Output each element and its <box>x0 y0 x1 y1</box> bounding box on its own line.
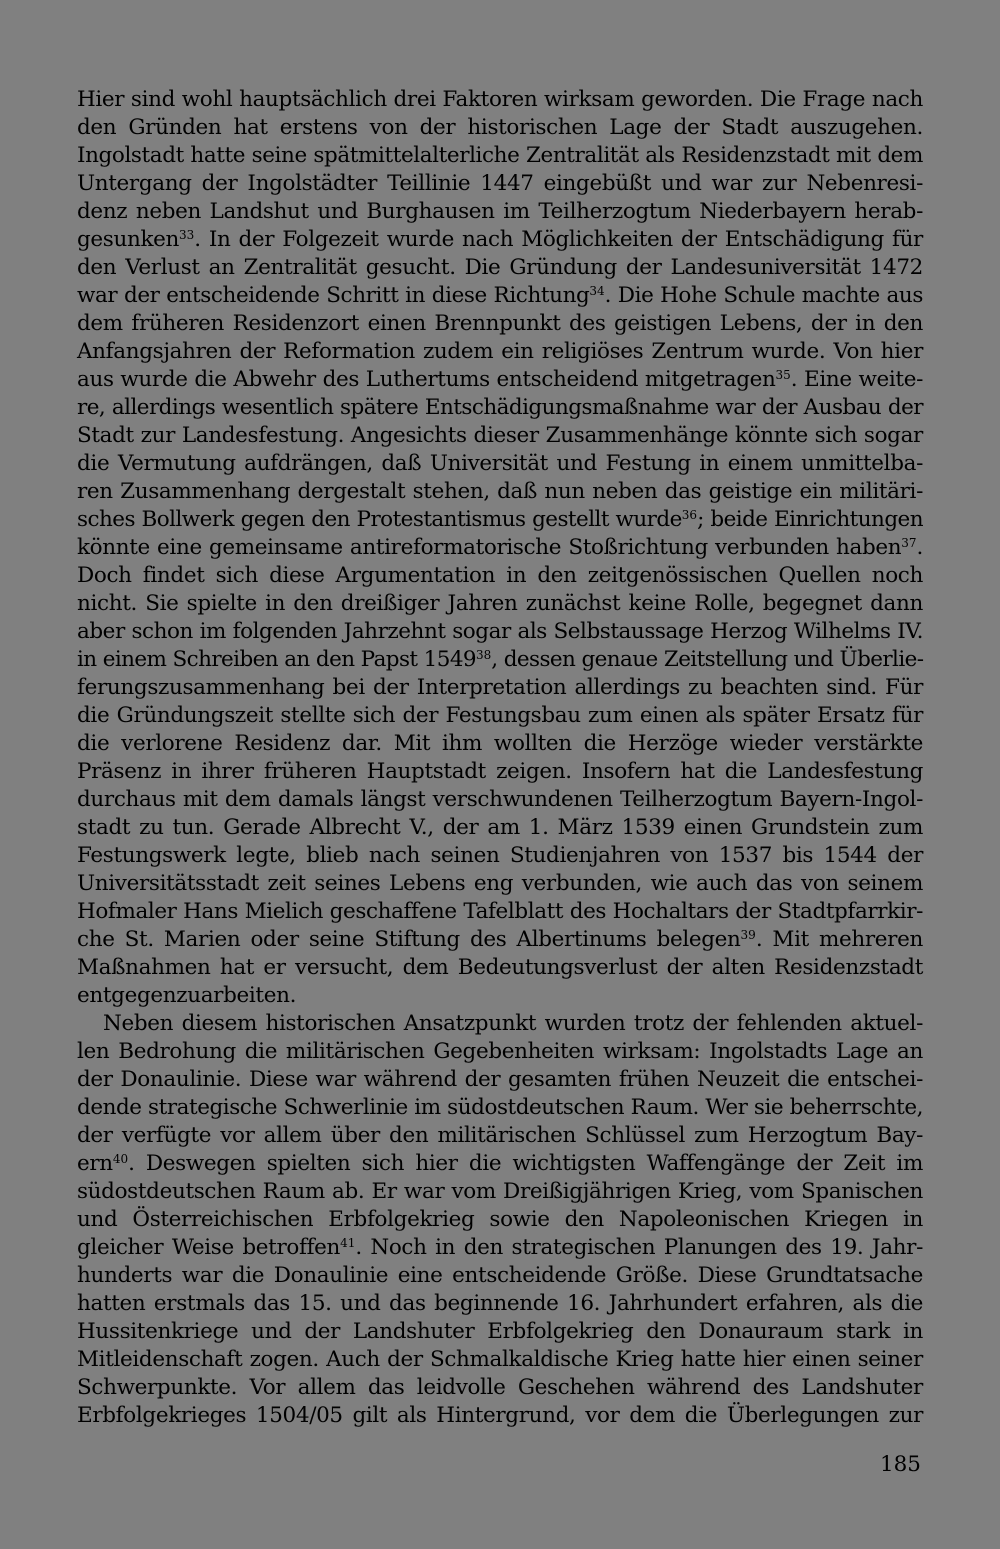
footnote-marker: 34 <box>589 284 605 298</box>
text-line-content: sches Bollwerk gegen den Protestantismus gestellt wurde <box>77 507 682 532</box>
text-line <box>77 1346 923 1374</box>
text-line-continuation: . Die Hohe Schule machte aus <box>604 283 923 308</box>
text-line <box>77 394 923 422</box>
text-line <box>77 142 923 170</box>
text-line <box>77 870 923 898</box>
text-line-content: in einem Schreiben an den Papst 1549 <box>77 647 476 672</box>
text-line-content: ern <box>77 1151 113 1176</box>
text-line-content: und Österreichischen Erbfolgekrieg sowie den Napoleonischen Kriegen in <box>77 1207 923 1232</box>
text-line-content: hatten erstmals das 15. und das beginnende 16. Jahrhundert erfahren, als die <box>77 1291 923 1316</box>
text-line <box>77 954 923 982</box>
text-line <box>77 450 923 478</box>
text-line <box>77 674 923 702</box>
text-line <box>77 534 923 562</box>
text-line <box>77 926 923 954</box>
text-line <box>77 1234 923 1262</box>
text-line-continuation: . Noch in den strategischen Planungen des 19. Jahr- <box>355 1235 924 1260</box>
text-line-content: gesunken <box>77 227 180 252</box>
text-line-content: len Bedrohung die militärischen Gegebenheiten wirksam: Ingolstadts Lage an <box>77 1039 923 1064</box>
text-line-content: der Donaulinie. Diese war während der gesamten frühen Neuzeit die entschei- <box>77 1067 923 1092</box>
text-line <box>77 338 923 366</box>
text-line <box>77 366 923 394</box>
text-line <box>77 226 923 254</box>
footnote-marker: 33 <box>179 228 195 242</box>
text-line-continuation: . Eine weite- <box>790 367 923 392</box>
text-line <box>77 310 923 338</box>
text-line-content: dende strategische Schwerlinie im südostdeutschen Raum. Wer sie beherrschte, <box>77 1095 923 1120</box>
text-line-content: Schwerpunkte. Vor allem das leidvolle Geschehen während des Landshuter <box>77 1375 923 1400</box>
text-line <box>77 1038 923 1066</box>
footnote-marker: 38 <box>475 648 492 662</box>
text-line <box>77 702 923 730</box>
text-line-content: aber schon im folgenden Jahrzehnt sogar als Selbstaussage Herzog Wilhelms IV. <box>77 619 923 644</box>
footnote-marker: 36 <box>681 508 698 522</box>
text-line-content: re, allerdings wesentlich spätere Entschädigungsmaßnahme war der Ausbau der <box>77 395 923 420</box>
text-line-content: war der entscheidende Schritt in diese Richtung <box>77 283 590 308</box>
text-line-continuation: . Mit mehreren <box>755 927 923 952</box>
footnote-marker: 37 <box>901 536 917 550</box>
text-line-content: Festungswerk legte, blieb nach seinen Studienjahren von 1537 bis 1544 der <box>77 843 923 868</box>
text-line <box>77 1122 923 1150</box>
text-line-content: Erbfolgekrieges 1504/05 gilt als Hintergrund, vor dem die Überlegungen zur <box>77 1403 923 1428</box>
text-line <box>77 254 923 282</box>
text-line <box>77 898 923 926</box>
text-line-content: den Gründen hat erstens von der historischen Lage der Stadt auszugehen. <box>77 115 923 140</box>
text-line-continuation: . In der Folgezeit wurde nach Möglichkeiten der Entschädigung für <box>194 227 923 252</box>
page-number: 185 <box>879 1452 921 1477</box>
text-line-content: die verlorene Residenz dar. Mit ihm wollten die Herzöge wieder verstärkte <box>77 731 923 756</box>
text-line <box>77 646 923 674</box>
text-line-continuation: . Deswegen spielten sich hier die wichtigsten Waffengänge der Zeit im <box>128 1151 923 1176</box>
text-line-content: südostdeutschen Raum ab. Er war vom Dreißigjährigen Krieg, vom Spanischen <box>77 1179 923 1204</box>
text-line <box>77 1262 923 1290</box>
text-line-content: entgegenzuarbeiten. <box>77 983 297 1008</box>
text-line <box>77 1206 923 1234</box>
text-line <box>77 170 923 198</box>
text-line-content: Ingolstadt hatte seine spätmittelalterliche Zentralität als Residenzstadt mit dem <box>77 143 923 168</box>
text-line-content: che St. Marien oder seine Stiftung des Albertinums belegen <box>77 927 741 952</box>
text-line-content: Universitätsstadt zeit seines Lebens eng verbunden, wie auch das von seinem <box>77 871 923 896</box>
text-line-content: ferungszusammenhang bei der Interpretation allerdings zu beachten sind. Für <box>77 675 923 700</box>
footnote-marker: 40 <box>112 1152 129 1166</box>
text-line <box>77 590 923 618</box>
text-line <box>77 506 923 534</box>
text-line <box>77 1150 923 1178</box>
text-line-content: der verfügte vor allem über den militärischen Schlüssel zum Herzogtum Bay- <box>77 1123 923 1148</box>
text-line-content: die Vermutung aufdrängen, daß Universität und Festung in einem unmittelba- <box>77 451 923 476</box>
text-line-content: Hofmaler Hans Mielich geschaffene Tafelblatt des Hochaltars der Stadtpfarrkir- <box>77 899 923 924</box>
text-line <box>77 1094 923 1122</box>
text-line <box>77 1178 923 1206</box>
text-line-content: Mitleidenschaft zogen. Auch der Schmalkaldische Krieg hatte hier einen seiner <box>77 1347 923 1372</box>
text-line-content: könnte eine gemeinsame antireformatorische Stoßrichtung verbunden haben <box>77 535 902 560</box>
text-line <box>77 758 923 786</box>
footnote-marker: 39 <box>740 928 756 942</box>
text-line-content: Neben diesem historischen Ansatzpunkt wurden trotz der fehlenden aktuel- <box>103 1011 923 1036</box>
text-line <box>77 786 923 814</box>
text-line-content: nicht. Sie spielte in den dreißiger Jahren zunächst keine Rolle, begegnet dann <box>77 591 923 616</box>
text-line-content: stadt zu tun. Gerade Albrecht V., der am 1. März 1539 einen Grundstein zum <box>77 815 923 840</box>
text-line-content: Stadt zur Landesfestung. Angesichts dieser Zusammenhänge könnte sich sogar <box>77 423 923 448</box>
text-line <box>77 1290 923 1318</box>
text-line <box>77 1010 923 1038</box>
text-line <box>77 478 923 506</box>
text-line <box>77 562 923 590</box>
text-line-content: dem früheren Residenzort einen Brennpunkt des geistigen Lebens, der in den <box>77 311 923 336</box>
text-line <box>77 114 923 142</box>
text-line-content: ren Zusammenhang dergestalt stehen, daß nun neben das geistige ein militäri- <box>77 479 923 504</box>
text-line-content: Präsenz in ihrer früheren Hauptstadt zeigen. Insofern hat die Landesfestung <box>77 759 923 784</box>
text-line-continuation: ; beide Einrichtungen <box>697 507 924 532</box>
text-line <box>77 422 923 450</box>
text-line-content: Doch findet sich diese Argumentation in den zeitgenössischen Quellen noch <box>77 563 923 588</box>
text-line-content: Hussitenkriege und der Landshuter Erbfolgekrieg den Donauraum stark in <box>77 1319 923 1344</box>
text-line <box>77 814 923 842</box>
text-line-content: denz neben Landshut und Burghausen im Teilherzogtum Niederbayern herab- <box>77 199 923 224</box>
page-body <box>77 86 923 1430</box>
text-line-content: die Gründungszeit stellte sich der Festungsbau zum einen als später Ersatz für <box>77 703 923 728</box>
text-line-continuation: . <box>916 535 923 560</box>
text-line-continuation: , dessen genaue Zeitstellung und Überlie- <box>491 647 924 672</box>
text-line <box>77 842 923 870</box>
text-line-content: durchaus mit dem damals längst verschwundenen Teilherzogtum Bayern-Ingol- <box>77 787 923 812</box>
text-line-content: gleicher Weise betroffen <box>77 1235 341 1260</box>
footnote-marker: 41 <box>340 1236 356 1250</box>
text-line <box>77 1402 923 1430</box>
text-line <box>77 730 923 758</box>
footnote-marker: 35 <box>775 368 791 382</box>
text-line <box>77 618 923 646</box>
text-line <box>77 1374 923 1402</box>
text-line-content: Anfangsjahren der Reformation zudem ein religiöses Zentrum wurde. Von hier <box>77 339 923 364</box>
text-line <box>77 1066 923 1094</box>
text-line-content: Untergang der Ingolstädter Teillinie 1447 eingebüßt und war zur Nebenresi- <box>77 171 923 196</box>
text-line-content: hunderts war die Donaulinie eine entscheidende Größe. Diese Grundtatsache <box>77 1263 923 1288</box>
text-line-content: den Verlust an Zentralität gesucht. Die Gründung der Landesuniversität 1472 <box>77 255 923 280</box>
text-line <box>77 282 923 310</box>
text-line-content: Maßnahmen hat er versucht, dem Bedeutungsverlust der alten Residenzstadt <box>77 955 923 980</box>
text-line-content: Hier sind wohl hauptsächlich drei Faktoren wirksam geworden. Die Frage nach <box>77 87 923 112</box>
text-line <box>77 198 923 226</box>
text-line <box>77 86 923 114</box>
text-line-content: aus wurde die Abwehr des Luthertums entscheidend mitgetragen <box>77 367 776 392</box>
text-line <box>77 1318 923 1346</box>
text-line <box>77 982 923 1010</box>
